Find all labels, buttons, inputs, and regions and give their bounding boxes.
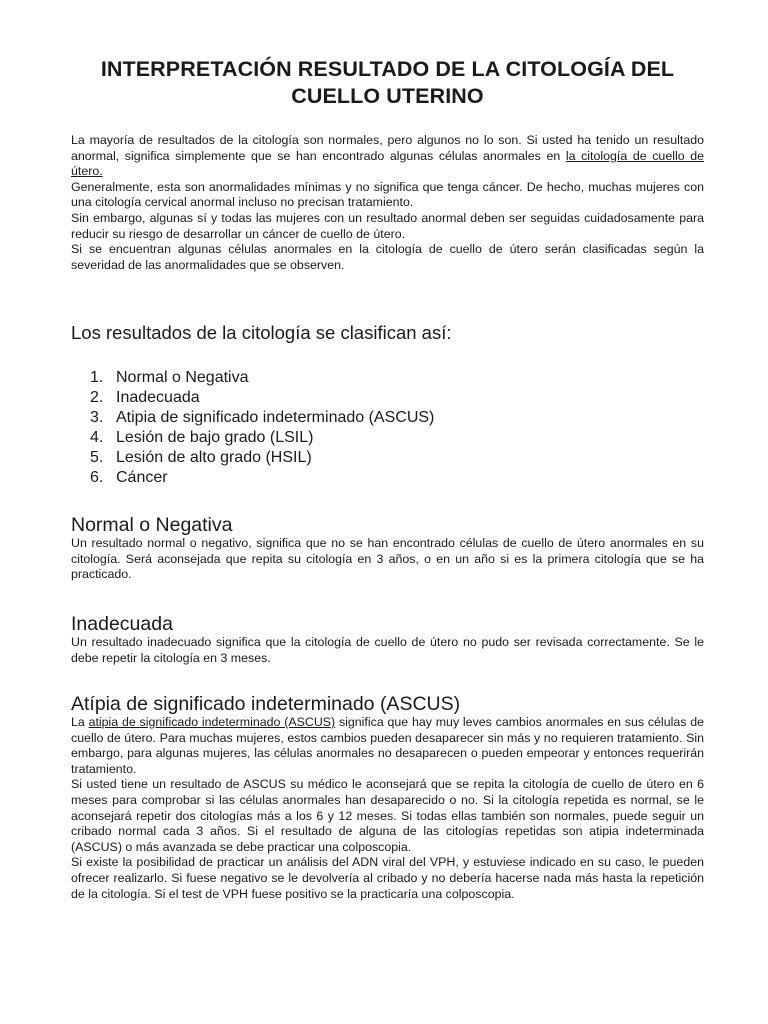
intro-paragraph-4: Si se encuentran algunas células anormales en la citología de cuello de útero serán clasificadas según la severidad de las anormalidades que se observen. bbox=[71, 242, 704, 272]
document-title: INTERPRETACIÓN RESULTADO DE LA CITOLOGÍA DEL CUELLO UTERINO bbox=[100, 57, 675, 108]
intro-paragraph-3: Sin embargo, algunas sí y todas las mujeres con un resultado anormal deben ser seguidas cuidadosamente para reducir su riesgo de desarrollar un cáncer de cuello de útero. bbox=[71, 210, 704, 241]
list-item-label: Inadecuada bbox=[116, 389, 200, 406]
list-item-number: 3. bbox=[90, 409, 104, 426]
normal-heading: Normal o Negativa bbox=[71, 514, 233, 536]
normal-body: Un resultado normal o negativo, significa que no se han encontrado células de cuello de útero anormales en su citología. Será aconsejada que repita su citología en 3 años, o en un año si es la primera citología que se ha practicado. bbox=[71, 536, 704, 582]
list-item-number: 1. bbox=[90, 369, 104, 386]
list-item-label: Normal o Negativa bbox=[116, 369, 249, 386]
ascus-paragraph-1-text: significa que hay muy leves cambios anormales en sus células de cuello de útero. Para muchas mujeres, estos cambios pueden desaparecer sin más y no requieren tratamiento. Sin embargo, para algunas mujeres, las células anormales no desaparecen o pueden empeorar y entonces requerirán tratamiento. bbox=[71, 715, 704, 776]
classification-list bbox=[71, 368, 434, 488]
citology-link[interactable]: la citología de cuello de útero. bbox=[71, 148, 704, 179]
list-item-number: 4. bbox=[90, 429, 104, 446]
ascus-link[interactable]: atipia de significado indeterminado (ASCUS) bbox=[88, 715, 336, 729]
normal-section bbox=[71, 514, 704, 583]
inadecuada-body: Un resultado inadecuado significa que la citología de cuello de útero no pudo ser revisada correctamente. Se le debe repetir la citología en 3 meses. bbox=[71, 635, 704, 665]
intro-paragraph-1 bbox=[71, 133, 704, 180]
list-item-label: Cáncer bbox=[116, 469, 168, 486]
intro-section bbox=[71, 133, 704, 273]
list-item bbox=[71, 388, 434, 408]
list-item-label: Lesión de bajo grado (LSIL) bbox=[116, 429, 314, 446]
classification-heading: Los resultados de la citología se clasifican así: bbox=[71, 322, 452, 343]
intro-paragraph-1-text: La mayoría de resultados de la citología son normales, pero algunos no lo son. Si usted ha tenido un resultado anormal, significa simplemente que se han encontrado algunas células anormales en bbox=[71, 133, 704, 163]
list-item bbox=[71, 408, 434, 428]
list-item bbox=[71, 428, 434, 448]
inadecuada-heading: Inadecuada bbox=[71, 613, 173, 635]
list-item bbox=[71, 468, 434, 488]
ascus-section bbox=[71, 693, 704, 902]
ascus-paragraph-3: Si existe la posibilidad de practicar un análisis del ADN viral del VPH, y estuviese indicado en su caso, le pueden ofrecer realizarlo. Si fuese negativo se le devolvería al cribado y no debería hacerse nada más hasta la repetición de la citología. Si el test de VPH fuese positivo se la practicaría una colposcopia. bbox=[71, 855, 704, 901]
list-item bbox=[71, 448, 434, 468]
ascus-paragraph-1-start: La bbox=[71, 715, 89, 729]
list-item-label: Lesión de alto grado (HSIL) bbox=[116, 449, 312, 466]
list-item bbox=[71, 368, 434, 388]
list-item-number: 5. bbox=[90, 449, 104, 466]
ascus-paragraph-2: Si usted tiene un resultado de ASCUS su médico le aconsejará que se repita la citología de cuello de útero en 6 meses para comprobar si las células anormales han desaparecido o no. Si la citología repetida es normal, se le aconsejará repetir dos citologías más a los 6 y 12 meses. Si todas ellas también son normales, puede seguir un cribado normal cada 3 años. Si el resultado de alguna de las citologías repetidas son atipia indeterminada (ASCUS) o más avanzada se debe practicar una colposcopia. bbox=[71, 777, 704, 854]
ascus-heading: Atípia de significado indeterminado (ASCUS) bbox=[71, 693, 461, 715]
inadecuada-section bbox=[71, 613, 704, 666]
list-item-label: Atipia de significado indeterminado (ASCUS) bbox=[116, 409, 435, 426]
intro-paragraph-2: Generalmente, esta son anormalidades mínimas y no significa que tenga cáncer. De hecho, muchas mujeres con una citología cervical anormal incluso no precisan tratamiento. bbox=[71, 179, 704, 210]
list-item-number: 6. bbox=[90, 469, 104, 486]
ascus-paragraph-1 bbox=[71, 715, 704, 777]
classification-heading-block bbox=[71, 322, 704, 344]
list-item-number: 2. bbox=[90, 389, 104, 406]
